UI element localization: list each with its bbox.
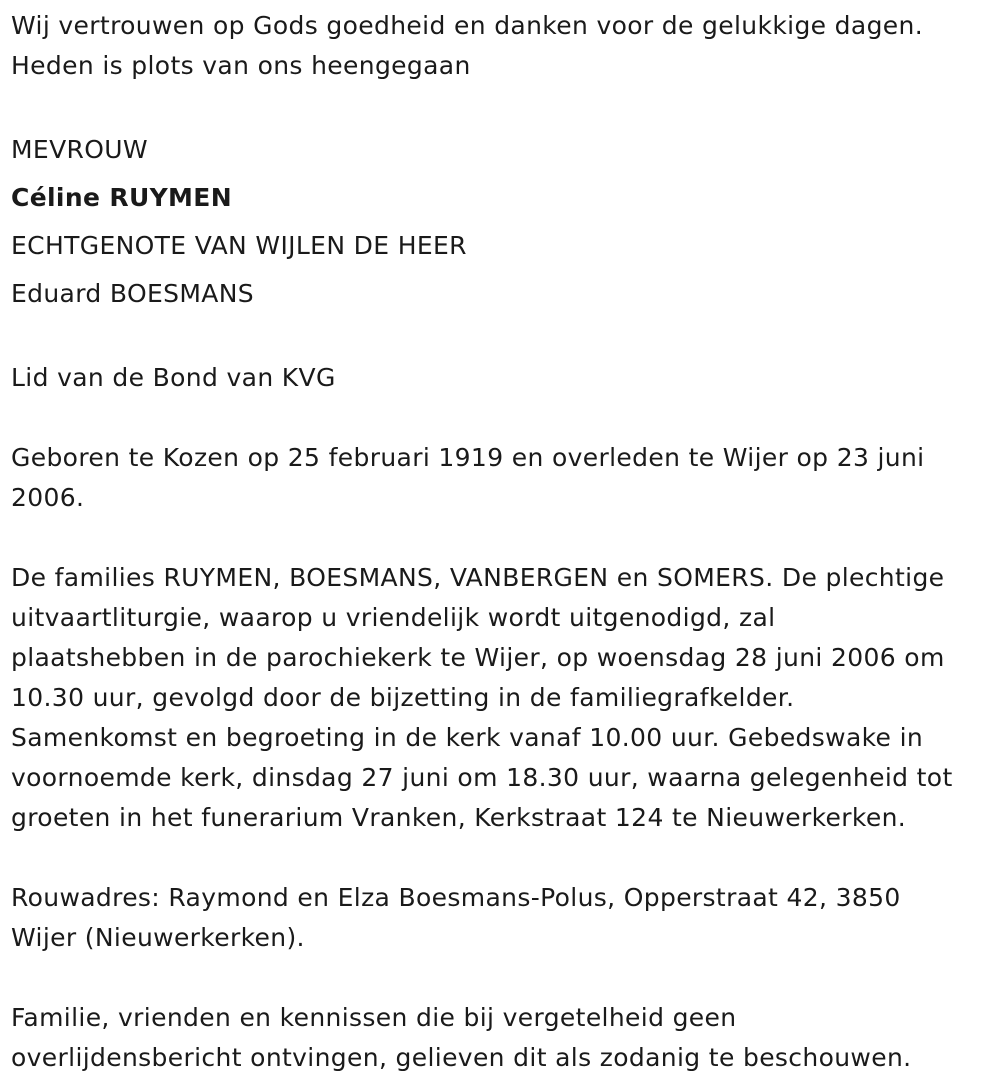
relation-line: ECHTGENOTE VAN WIJLEN DE HEER [11, 231, 467, 260]
intro-line-1: Wij vertrouwen op Gods goedheid en danken voor de gelukkige dagen. [11, 11, 924, 40]
spacer [11, 398, 991, 438]
address-line-1: Rouwadres: Raymond en Elza Boesmans-Polus, Opperstraat 42, 3850 [11, 883, 901, 912]
obituary-document [11, 6, 991, 1078]
intro-paragraph [11, 6, 991, 86]
membership-line: Lid van de Bond van KVG [11, 363, 336, 392]
ceremony-line: De families RUYMEN, BOESMANS, VANBERGEN en SOMERS. De plechtige [11, 563, 945, 592]
birth-death-line-1: Geboren te Kozen op 25 februari 1919 en overleden te Wijer op 23 juni [11, 443, 925, 472]
ceremony-line: Samenkomst en begroeting in de kerk vanaf 10.00 uur. Gebedswake in [11, 723, 924, 752]
closing-line-1: Familie, vrienden en kennissen die bij vergetelheid geen [11, 1003, 737, 1032]
deceased-block [11, 126, 991, 318]
honorific: MEVROUW [11, 135, 148, 164]
spacer [11, 86, 991, 126]
birth-death-line-2: 2006. [11, 483, 85, 512]
birth-death-paragraph [11, 438, 991, 518]
closing-paragraph [11, 998, 991, 1078]
ceremony-line: plaatshebben in de parochiekerk te Wijer, op woensdag 28 juni 2006 om [11, 643, 945, 672]
spacer [11, 958, 991, 998]
spacer [11, 518, 991, 558]
closing-line-2: overlijdensbericht ontvingen, gelieven dit als zodanig te beschouwen. [11, 1043, 912, 1072]
ceremony-line: 10.30 uur, gevolgd door de bijzetting in de familiegrafkelder. [11, 683, 795, 712]
spouse-name: Eduard BOESMANS [11, 279, 255, 308]
ceremony-line: uitvaartliturgie, waarop u vriendelijk wordt uitgenodigd, zal [11, 603, 776, 632]
ceremony-line: voornoemde kerk, dinsdag 27 juni om 18.30 uur, waarna gelegenheid tot [11, 763, 953, 792]
intro-line-2: Heden is plots van ons heengegaan [11, 51, 471, 80]
spacer [11, 838, 991, 878]
ceremony-line: groeten in het funerarium Vranken, Kerkstraat 124 te Nieuwerkerken. [11, 803, 907, 832]
address-paragraph [11, 878, 991, 958]
ceremony-paragraph [11, 558, 991, 838]
deceased-name: Céline RUYMEN [11, 183, 232, 212]
spacer [11, 318, 991, 358]
address-line-2: Wijer (Nieuwerkerken). [11, 923, 305, 952]
